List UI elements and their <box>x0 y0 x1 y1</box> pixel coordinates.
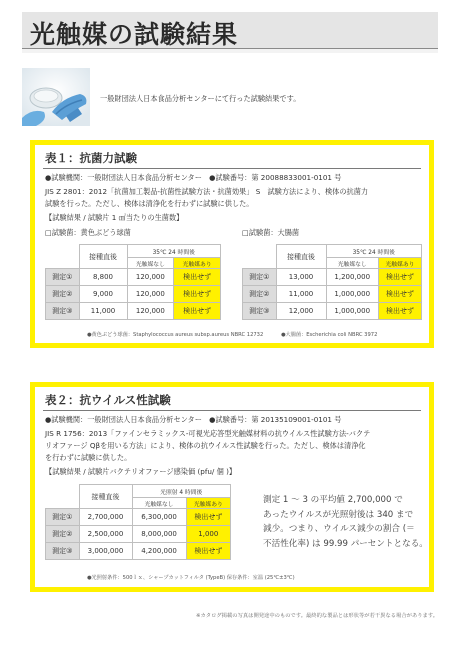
table-cell: 検出せず <box>174 303 221 320</box>
table-row <box>46 509 231 526</box>
column-header: 光触媒なし <box>326 258 379 269</box>
column-header: 光触媒なし <box>127 258 174 269</box>
test-method-line: リオファージ Qβを用いる方法」により、検体の抗ウイルス性試験を行った。ただし、検体は清浄化 <box>45 441 366 450</box>
table-cell: 検出せず <box>174 286 221 303</box>
table-cell: 検出せず <box>379 269 422 286</box>
table-cell: 検出せず <box>186 543 230 560</box>
table-cell: 2,500,000 <box>79 526 132 543</box>
table-cell: 1,000,000 <box>326 286 379 303</box>
column-header: 光触媒なし <box>132 498 186 509</box>
column-header: 光触媒あり <box>174 258 221 269</box>
table-cell: 3,000,000 <box>79 543 132 560</box>
test-method-line: JIS Z 2801：2012「抗菌加工製品-抗菌性試験方法・抗菌効果」 S 試験方法により、検体の抗菌力 <box>45 187 369 196</box>
intro-text: 一般財団法人日本食品分析センターにて行った試験結果です。 <box>100 94 301 103</box>
result-summary <box>263 493 433 551</box>
table-cell: 検出せず <box>379 286 422 303</box>
table-cell: 13,000 <box>276 269 326 286</box>
result-line: 測定 1 〜 3 の平均値 2,700,000 で <box>263 495 403 505</box>
footer-note: ※カタログ掲載の写真は開発途中のものです。最終的な製品とは形状等が若干異なる場合があります。 <box>196 613 438 619</box>
result-line: 不活性化率) は 99.99 パーセントとなる。 <box>263 538 428 549</box>
row-header: 測定① <box>46 269 80 286</box>
header-divider <box>22 49 438 53</box>
irradiation-note: ●光照射条件：500ｌｘ、シャープカットフィルタ (TypeB) 保存条件：室温 (25℃±3℃) <box>87 575 295 581</box>
table-cell: 11,000 <box>276 286 326 303</box>
table-row <box>46 286 221 303</box>
table-cell: 4,200,000 <box>132 543 186 560</box>
table-cell: 12,000 <box>276 303 326 320</box>
column-header: 光触媒あり <box>186 498 230 509</box>
test-organization: ●試験機関：一般財団法人日本食品分析センター ●試験番号：第 20088833001-0101 号 <box>45 173 342 182</box>
antibacterial-test-panel <box>30 140 434 348</box>
panel-title: 表２：抗ウイルス性試験 <box>45 393 171 407</box>
corner-cell <box>46 245 80 269</box>
table-row <box>243 269 422 286</box>
column-header: 光触媒あり <box>379 258 422 269</box>
table-cell: 120,000 <box>127 286 174 303</box>
table-cell: 2,700,000 <box>79 509 132 526</box>
table-cell: 検出せず <box>379 303 422 320</box>
column-group-header: 35℃ 24 時間後 <box>326 245 422 258</box>
table-cell: 11,000 <box>79 303 127 320</box>
result-unit-label: 【試験結果 / 試験片 1 ㎠当たりの生菌数】 <box>45 213 184 222</box>
bacteria-note: ●大腸菌：Escherichia coli NBRC 3972 <box>281 332 378 338</box>
test-method-line: JIS R 1756：2013「ファインセラミックス-可視光応答型光触媒材料の抗ウイルス性試験方法-バクテ <box>45 429 371 438</box>
page-title: 光触媒の試験結果 <box>30 20 239 49</box>
page-header <box>22 12 438 50</box>
table-row <box>243 286 422 303</box>
result-line: 減少。つまり、ウイルス減少の割合 (＝ <box>263 524 415 534</box>
row-header: 測定③ <box>46 543 80 560</box>
table-cell: 9,000 <box>79 286 127 303</box>
column-group-header: 35℃ 24 時間後 <box>127 245 221 258</box>
column-header: 接種直後 <box>79 245 127 269</box>
column-group-header: 光照射 4 時間後 <box>132 485 231 498</box>
table-row <box>46 269 221 286</box>
bacteria-note: ●黄色ぶどう球菌：Staphylococcus aureus subsp.aureus NBRC 12732 <box>87 332 264 338</box>
result-unit-label: 【試験結果 / 試験片バクテリオファージ感染価 (pfu/ 個 )】 <box>45 467 237 476</box>
result-line: あったウイルスが光照射後は 340 まで <box>263 509 414 520</box>
row-header: 測定② <box>243 286 277 303</box>
staphylococcus-table <box>45 244 221 320</box>
antiviral-table <box>45 484 231 560</box>
test-method-line: を行わずに試験に供した。 <box>45 453 132 462</box>
row-header: 測定③ <box>46 303 80 320</box>
test-organization: ●試験機関：一般財団法人日本食品分析センター ●試験番号：第 20135109001-0101 号 <box>45 415 342 424</box>
table-cell: 1,000 <box>186 526 230 543</box>
row-header: 測定② <box>46 526 80 543</box>
divider <box>43 410 421 411</box>
table-cell: 1,200,000 <box>326 269 379 286</box>
antiviral-test-panel <box>30 382 434 592</box>
table-cell: 検出せず <box>186 509 230 526</box>
e-coli-table <box>242 244 422 320</box>
row-header: 測定① <box>243 269 277 286</box>
column-header: 接種直後 <box>276 245 326 269</box>
corner-cell <box>46 485 80 509</box>
table-cell: 120,000 <box>127 303 174 320</box>
row-header: 測定③ <box>243 303 277 320</box>
divider <box>43 168 421 169</box>
table-cell: 8,000,000 <box>132 526 186 543</box>
row-header: 測定① <box>46 509 80 526</box>
table-cell: 6,300,000 <box>132 509 186 526</box>
table-cell: 120,000 <box>127 269 174 286</box>
table-cell: 1,000,000 <box>326 303 379 320</box>
corner-cell <box>243 245 277 269</box>
bacteria-label: □試験菌：黄色ぶどう球菌 <box>45 228 131 237</box>
table-cell: 検出せず <box>174 269 221 286</box>
table-row <box>46 543 231 560</box>
table-row <box>46 526 231 543</box>
table-cell: 8,800 <box>79 269 127 286</box>
row-header: 測定② <box>46 286 80 303</box>
panel-title: 表１：抗菌力試験 <box>45 151 137 165</box>
lab-gloves-photo <box>22 68 90 126</box>
table-row <box>46 303 221 320</box>
test-method-line: 試験を行った。ただし、検体は清浄化を行わずに試験に供した。 <box>45 199 254 208</box>
column-header: 接種直後 <box>79 485 132 509</box>
bacteria-label: □試験菌：大腸菌 <box>242 228 300 237</box>
table-row <box>243 303 422 320</box>
